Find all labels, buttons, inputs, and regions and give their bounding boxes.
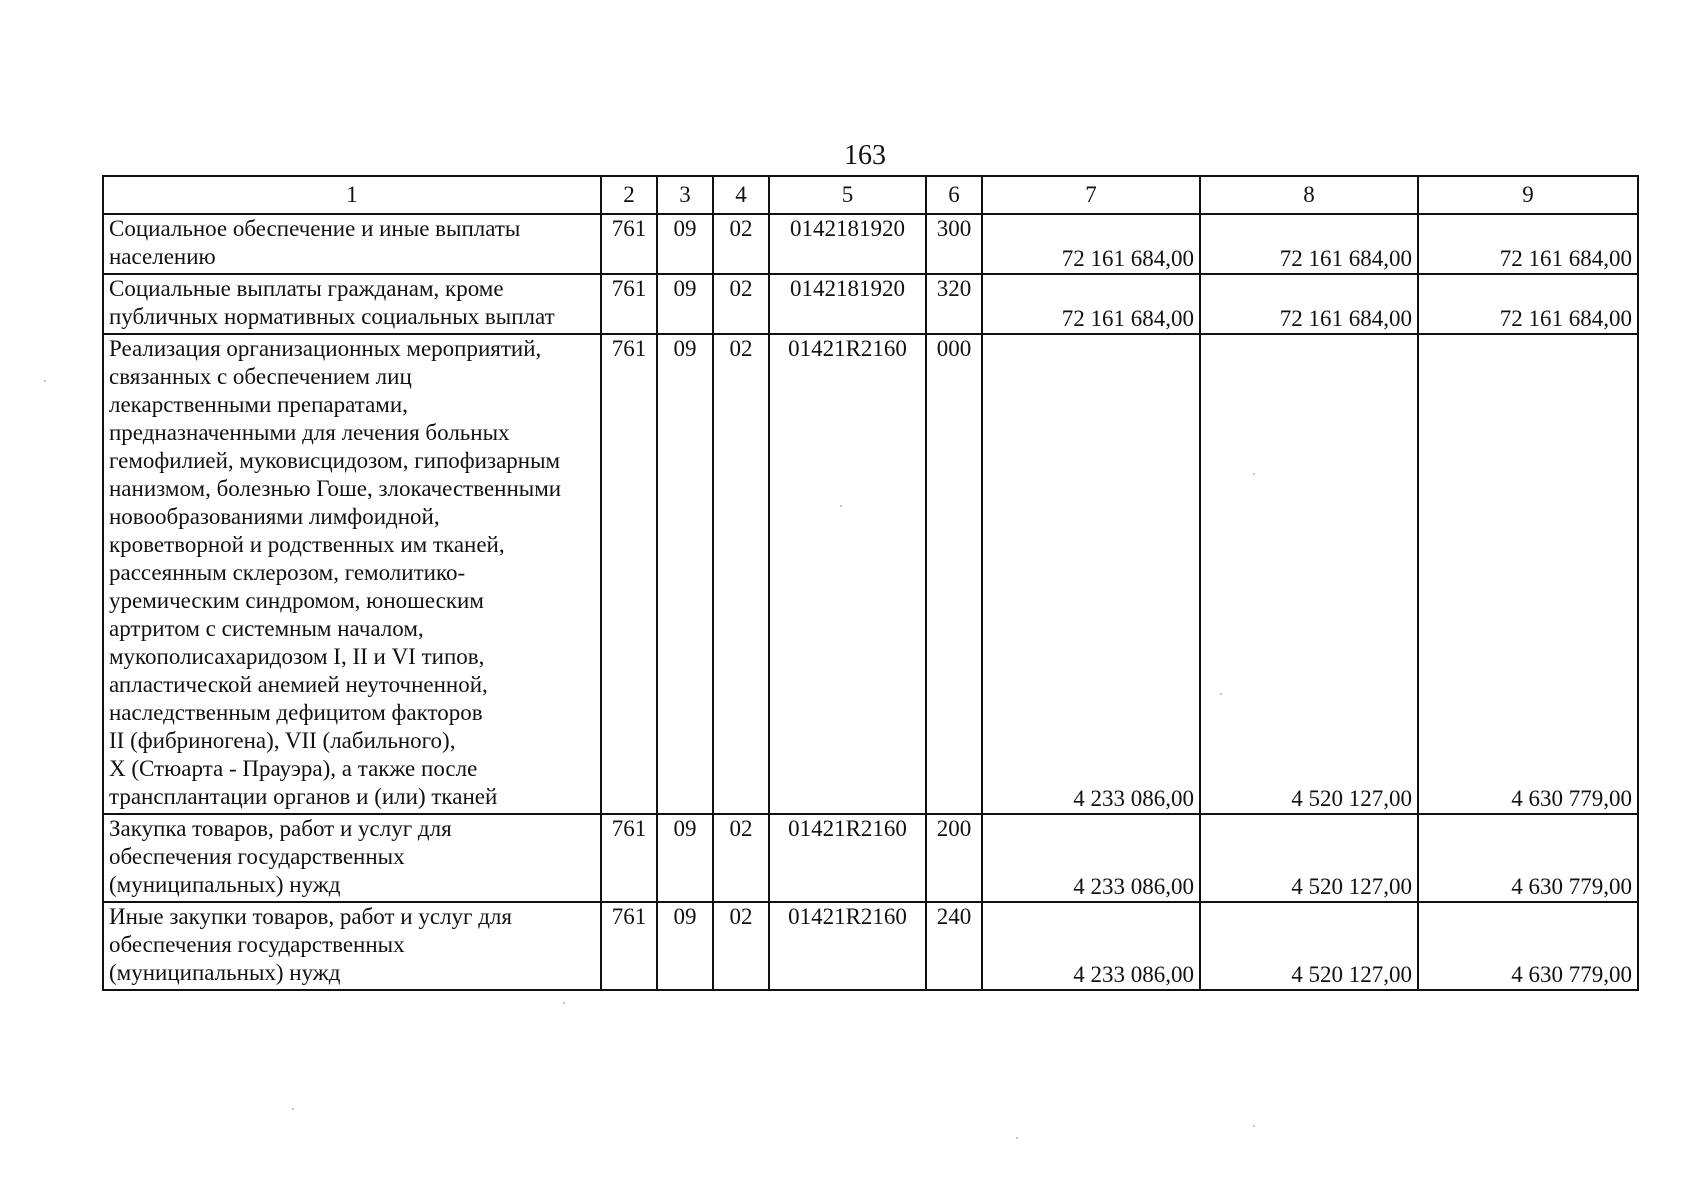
expense-name-cell (103, 334, 601, 814)
target-article-cell: 01421R2160 (769, 902, 926, 990)
ministry-code-cell: 761 (601, 274, 657, 334)
expense-name-cell (103, 214, 601, 274)
ministry-code-cell: 761 (601, 814, 657, 902)
expense-name: Иные закупки товаров, работ и услуг для обеспечения государственных (муниципальных) нужд (109, 904, 512, 985)
page-number: 163 (844, 140, 886, 171)
column-number: 6 (926, 176, 982, 214)
ministry-code-cell: 761 (601, 334, 657, 814)
expense-type-cell: 200 (926, 814, 982, 902)
scan-speck (1220, 693, 1222, 695)
amount-col7-cell: 72 161 684,00 (982, 214, 1200, 274)
scan-speck (44, 380, 46, 382)
expense-type-cell: 000 (926, 334, 982, 814)
amount-col7-cell: 4 233 086,00 (982, 334, 1200, 814)
amount-col9-cell: 4 630 779,00 (1418, 902, 1638, 990)
table-row (103, 214, 1638, 274)
column-number: 9 (1418, 176, 1638, 214)
table-row (103, 274, 1638, 334)
scan-speck (563, 1002, 565, 1004)
table-row (103, 814, 1638, 902)
subsection-code-cell: 02 (713, 334, 769, 814)
expense-name: Реализация организационных мероприятий, связанных с обеспечением лиц лекарственными препаратами, предназначенными для лечения больных гемофилией, муковисцидозом, гипофизарным нанизмом, болезнью Гоше, злокачественными новообразованиями лимфоидной, кроветворной и родственных им тканей, рассеянным склерозом, гемолитико- уремическим синдромом, юношеским артритом с системным началом, мукополисахаридозом I, II и VI типов, апластической анемией неуточненной, наследственным дефицитом факторов II (фибриногена), VII (лабильного), X (Стюарта - Прауэра), а также после трансплантации органов и (или) тканей (109, 336, 562, 809)
subsection-code-cell: 02 (713, 214, 769, 274)
subsection-code-cell: 02 (713, 274, 769, 334)
amount-col8-cell: 72 161 684,00 (1200, 214, 1418, 274)
scan-speck (1016, 1137, 1018, 1139)
expense-name: Социальное обеспечение и иные выплаты населению (109, 216, 521, 269)
amount-col9-cell: 4 630 779,00 (1418, 814, 1638, 902)
section-code-cell: 09 (657, 814, 713, 902)
table-row (103, 334, 1638, 814)
amount-col8-cell: 72 161 684,00 (1200, 274, 1418, 334)
amount-col9-cell: 72 161 684,00 (1418, 214, 1638, 274)
column-number: 2 (601, 176, 657, 214)
amount-col7-cell: 4 233 086,00 (982, 902, 1200, 990)
column-number: 5 (769, 176, 926, 214)
target-article-cell: 0142181920 (769, 274, 926, 334)
column-number: 3 (657, 176, 713, 214)
subsection-code-cell: 02 (713, 814, 769, 902)
section-code-cell: 09 (657, 214, 713, 274)
target-article-cell: 0142181920 (769, 214, 926, 274)
scan-speck (840, 505, 842, 507)
column-number: 8 (1200, 176, 1418, 214)
ministry-code-cell: 761 (601, 902, 657, 990)
column-number: 4 (713, 176, 769, 214)
expense-name-cell (103, 274, 601, 334)
amount-col8-cell: 4 520 127,00 (1200, 334, 1418, 814)
table-row (103, 902, 1638, 990)
amount-col9-cell: 72 161 684,00 (1418, 274, 1638, 334)
expense-name: Социальные выплаты гражданам, кроме публичных нормативных социальных выплат (109, 276, 555, 329)
expense-type-cell: 320 (926, 274, 982, 334)
column-number: 7 (982, 176, 1200, 214)
expense-type-cell: 300 (926, 214, 982, 274)
section-code-cell: 09 (657, 274, 713, 334)
section-code-cell: 09 (657, 334, 713, 814)
budget-table (102, 175, 1639, 991)
expense-type-cell: 240 (926, 902, 982, 990)
subsection-code-cell: 02 (713, 902, 769, 990)
scan-speck (1253, 1125, 1255, 1127)
column-number-row (103, 176, 1638, 214)
expense-name-cell (103, 814, 601, 902)
amount-col8-cell: 4 520 127,00 (1200, 814, 1418, 902)
amount-col9-cell: 4 630 779,00 (1418, 334, 1638, 814)
amount-col8-cell: 4 520 127,00 (1200, 902, 1418, 990)
section-code-cell: 09 (657, 902, 713, 990)
expense-name-cell (103, 902, 601, 990)
expense-name: Закупка товаров, работ и услуг для обеспечения государственных (муниципальных) нужд (109, 816, 452, 897)
target-article-cell: 01421R2160 (769, 814, 926, 902)
scan-speck (292, 1108, 294, 1110)
column-number: 1 (103, 176, 601, 214)
amount-col7-cell: 72 161 684,00 (982, 274, 1200, 334)
amount-col7-cell: 4 233 086,00 (982, 814, 1200, 902)
ministry-code-cell: 761 (601, 214, 657, 274)
scan-speck (1253, 473, 1255, 475)
target-article-cell: 01421R2160 (769, 334, 926, 814)
